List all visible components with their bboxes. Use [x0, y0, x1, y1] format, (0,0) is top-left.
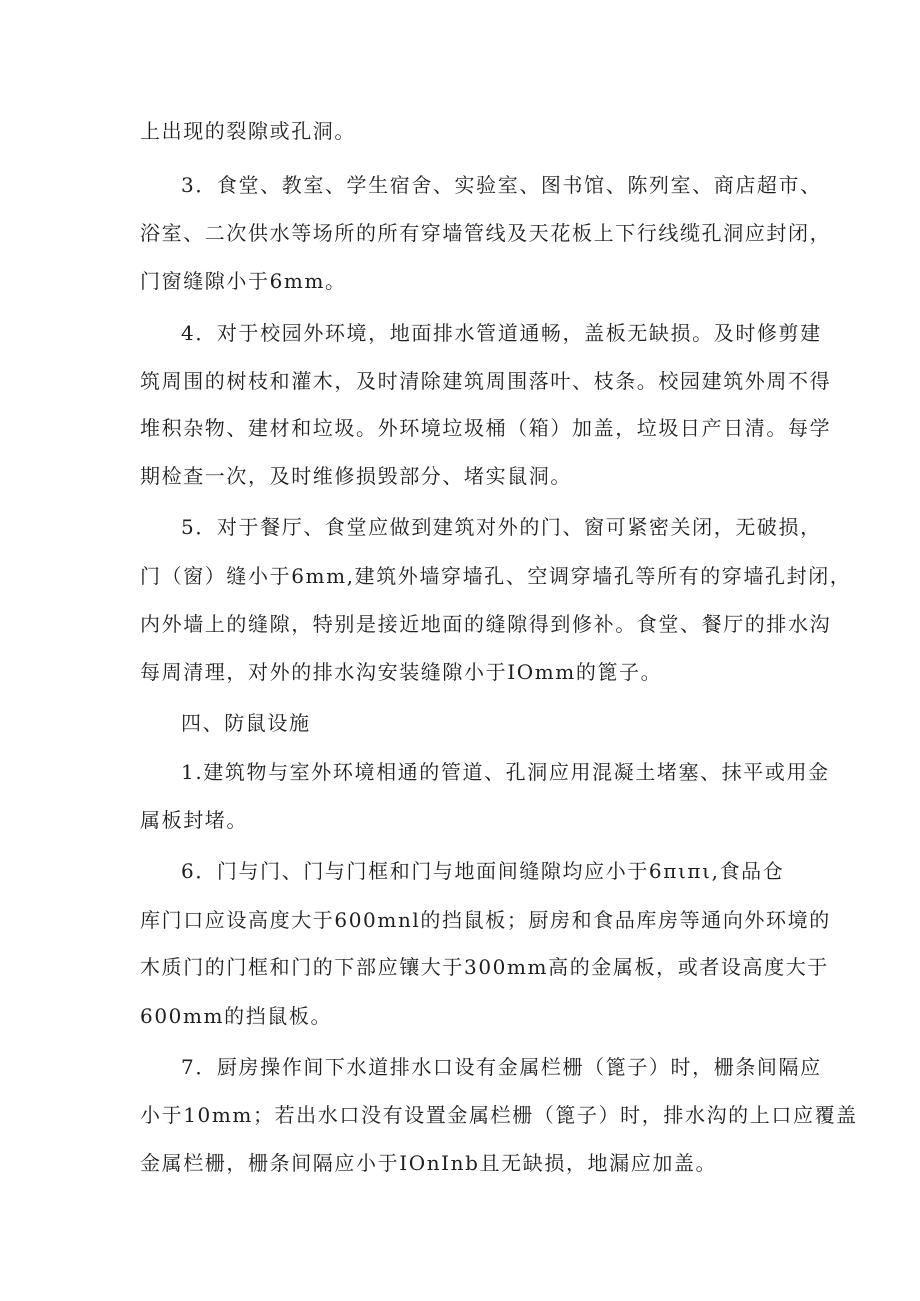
text-line-18: 木质门的门框和门的下部应镶大于300mm高的金属板，或者设高度大于 [140, 955, 829, 979]
text-line-19: 600mm的挡鼠板。 [140, 1004, 333, 1028]
text-line-21: 小于10mm；若出水口没有设置金属栏栅（篦子）时，排水沟的上口应覆盖 [140, 1103, 858, 1127]
text-line-2: 3．食堂、教室、学生宿舍、实验室、图书馆、陈列室、商店超市、 [181, 173, 822, 197]
text-line-1: 上出现的裂隙或孔洞。 [140, 119, 356, 143]
text-line-12: 每周清理，对外的排水沟安装缝隙小于IOmm的篦子。 [140, 660, 663, 684]
text-line-14: 1.建筑物与室外环境相通的管道、孔洞应用混凝土堵塞、抹平或用金 [181, 760, 830, 784]
text-line-8: 期检查一次，及时维修损毁部分、堵实鼠洞。 [140, 464, 572, 488]
text-line-20: 7．厨房操作间下水道排水口设有金属栏栅（篦子）时，栅条间隔应 [181, 1055, 822, 1079]
text-line-22: 金属栏栅，栅条间隔应小于IOnInb且无缺损，地漏应加盖。 [140, 1151, 718, 1175]
text-line-6: 筑周围的树枝和灌木，及时清除建筑周围落叶、枝条。校园建筑外周不得 [140, 369, 832, 393]
text-line-10: 门（窗）缝小于6mm,建筑外墙穿墙孔、空调穿墙孔等所有的穿墙孔封闭， [140, 564, 852, 588]
text-line-4: 门窗缝隙小于6mm。 [140, 269, 347, 293]
text-line-9: 5．对于餐厅、食堂应做到建筑对外的门、窗可紧密关闭，无破损， [181, 515, 822, 539]
text-line-15: 属板封堵。 [140, 808, 248, 832]
text-line-5: 4．对于校园外环境，地面排水管道通畅，盖板无缺损。及时修剪建 [181, 321, 822, 345]
text-line-3: 浴室、二次供水等场所的所有穿墙管线及天花板上下行线缆孔洞应封闭， [140, 221, 832, 245]
text-line-17: 库门口应设高度大于600mnl的挡鼠板；厨房和食品库房等通向外环境的 [140, 908, 831, 932]
text-line-11: 内外墙上的缝隙，特别是接近地面的缝隙得到修补。食堂、餐厅的排水沟 [140, 612, 832, 636]
section-heading: 四、防鼠设施 [181, 711, 311, 735]
text-line-16: 6．门与门、门与门框和门与地面间缝隙均应小于6πιπι,食品仓 [181, 859, 785, 883]
text-line-7: 堆积杂物、建材和垃圾。外环境垃圾桶（箱）加盖，垃圾日产日清。每学 [140, 416, 832, 440]
